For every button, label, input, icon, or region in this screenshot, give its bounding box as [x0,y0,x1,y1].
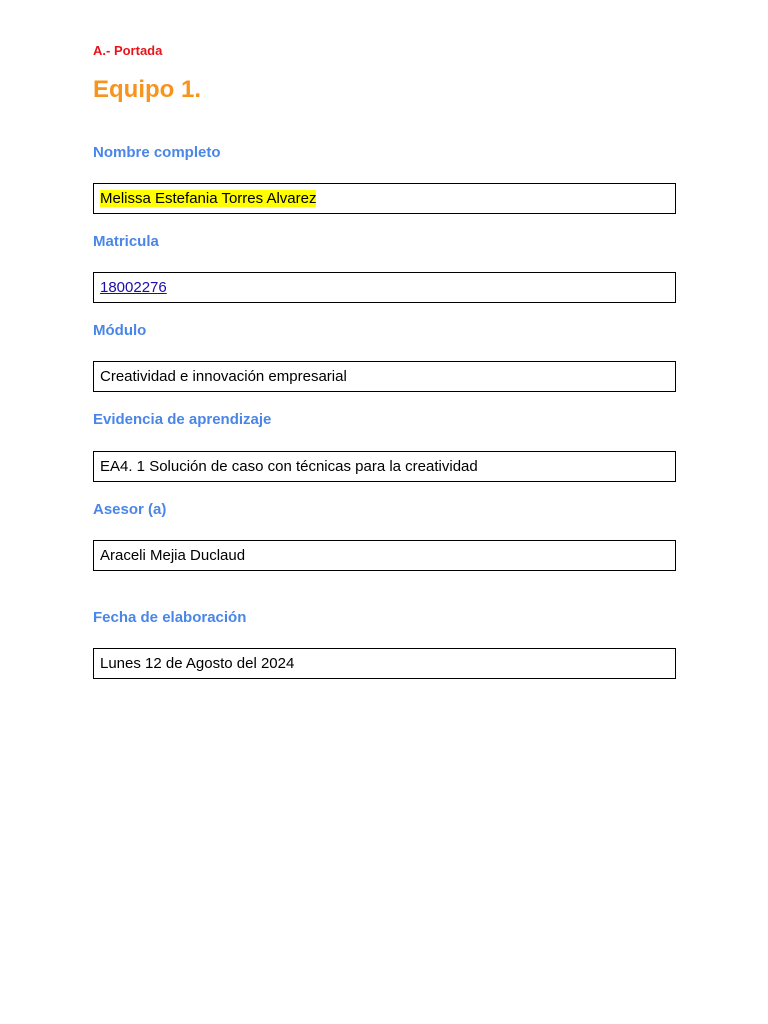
page-title: Equipo 1. [93,76,201,103]
evidencia-label: Evidencia de aprendizaje [93,411,272,428]
matricula-label: Matricula [93,233,159,250]
evidencia-value: EA4. 1 Solución de caso con técnicas para la creatividad [100,458,478,475]
evidencia-field [93,451,676,482]
modulo-field [93,361,676,392]
asesor-label: Asesor (a) [93,501,167,518]
nombre-field [93,183,676,214]
modulo-label: Módulo [93,322,147,339]
fecha-value: Lunes 12 de Agosto del 2024 [100,655,295,672]
nombre-label: Nombre completo [93,144,221,161]
asesor-field [93,540,676,571]
fecha-label: Fecha de elaboración [93,609,247,626]
nombre-value: Melissa Estefania Torres Alvarez [100,190,317,207]
matricula-link[interactable]: 18002276 [100,279,167,296]
modulo-value: Creatividad e innovación empresarial [100,368,347,385]
asesor-value: Araceli Mejia Duclaud [100,547,246,564]
fecha-field [93,648,676,679]
matricula-field [93,272,676,303]
section-tag: A.- Portada [93,43,163,58]
